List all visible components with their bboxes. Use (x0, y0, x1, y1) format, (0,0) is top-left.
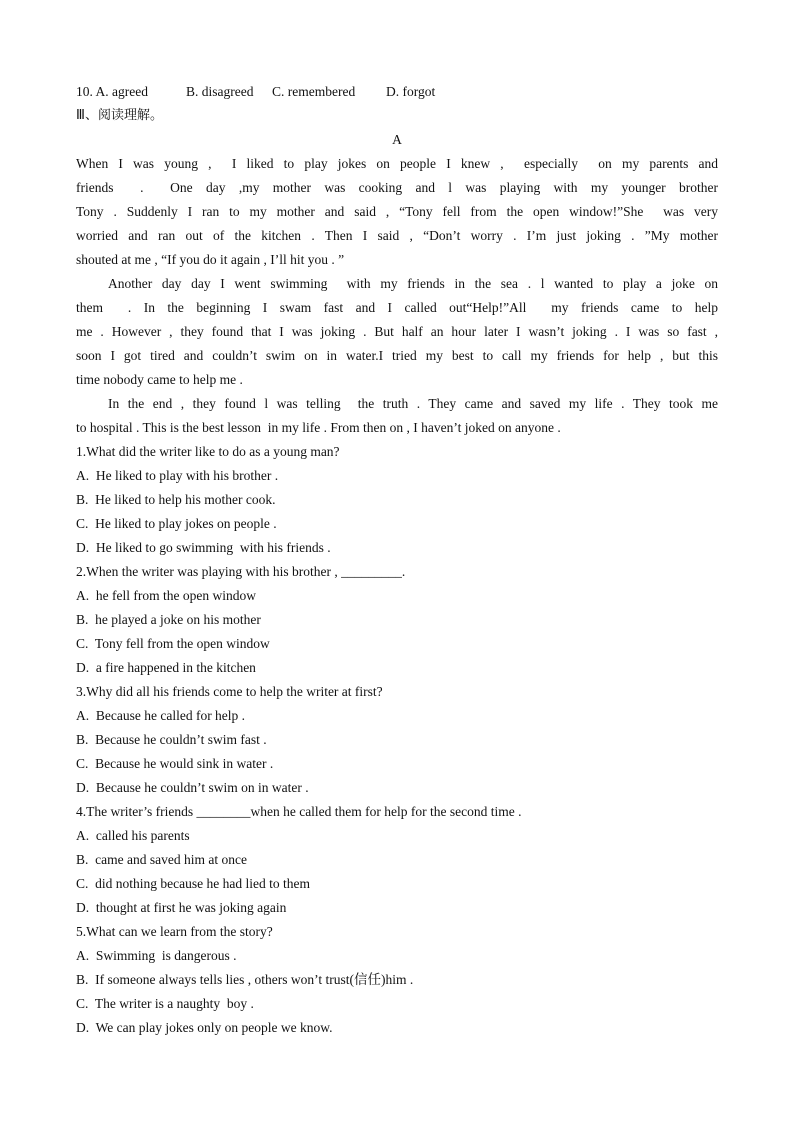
passage-line: me . However , they found that I was joking . But half an hour later I wasn’t joking . I was so fast , (76, 324, 718, 339)
q10-option-d: D. forgot (386, 84, 436, 99)
answer-option: A. called his parents (76, 828, 190, 843)
answer-option: B. came and saved him at once (76, 852, 247, 867)
question-10-options (76, 80, 718, 104)
question-stem: 3.Why did all his friends come to help the writer at first? (76, 684, 383, 699)
passage-paragraph-3 (76, 392, 718, 440)
answer-option: B. he played a joke on his mother (76, 612, 261, 627)
passage-line: to hospital . This is the best lesson in my life . From then on , I haven’t joked on anyone . (76, 420, 561, 435)
answer-option: C. He liked to play jokes on people . (76, 516, 277, 531)
passage-paragraph-1 (76, 152, 718, 272)
q10-option-c: C. remembered (272, 84, 356, 99)
answer-option: C. Because he would sink in water . (76, 756, 274, 771)
passage-heading: A (392, 132, 402, 147)
passage-line: In the end , they found l was telling the truth . They came and saved my life . They took me (108, 396, 718, 411)
question-4 (76, 800, 718, 920)
question-2 (76, 560, 718, 680)
q10-option-b: B. disagreed (186, 84, 254, 99)
answer-option: A. He liked to play with his brother . (76, 468, 279, 483)
passage-paragraph-2 (76, 272, 718, 392)
question-stem: 1.What did the writer like to do as a young man? (76, 444, 340, 459)
answer-option: D. thought at first he was joking again (76, 900, 287, 915)
answer-option: C. did nothing because he had lied to them (76, 876, 310, 891)
answer-option: B. If someone always tells lies , others won’t trust(信任)him . (76, 972, 414, 987)
answer-option: D. a fire happened in the kitchen (76, 660, 256, 675)
question-1 (76, 440, 718, 560)
question-stem: 5.What can we learn from the story? (76, 924, 273, 939)
answer-option: A. Because he called for help . (76, 708, 246, 723)
passage-line: soon I got tired and couldn’t swim on in water.I tried my best to call my friends for help , but this (76, 348, 718, 363)
question-3 (76, 680, 718, 800)
answer-option: D. Because he couldn’t swim on in water . (76, 780, 309, 795)
passage-line: worried and ran out of the kitchen . Then I said , “Don’t worry . I’m just joking . ”My mother (76, 228, 718, 243)
passage-line: Another day day I went swimming with my friends in the sea . l wanted to play a joke on (108, 276, 718, 291)
passage-line: When I was young , I liked to play jokes on people I knew , especially on my parents and (76, 156, 718, 171)
answer-option: A. he fell from the open window (76, 588, 256, 603)
passage-line: them . In the beginning I swam fast and I called out“Help!”All my friends came to help (76, 300, 718, 315)
answer-option: B. He liked to help his mother cook. (76, 492, 276, 507)
answer-option: C. Tony fell from the open window (76, 636, 270, 651)
passage-line: time nobody came to help me . (76, 372, 243, 387)
passage-line: friends . One day ,my mother was cooking and l was playing with my younger brother (76, 180, 718, 195)
section-title: Ⅲ、阅读理解。 (76, 108, 163, 123)
question-5 (76, 920, 718, 1040)
passage-line: Tony . Suddenly I ran to my mother and said , “Tony fell from the open window!”She was very (76, 204, 718, 219)
question-stem: 4.The writer’s friends ________when he called them for help for the second time . (76, 804, 522, 819)
answer-option: D. He liked to go swimming with his friends . (76, 540, 331, 555)
passage-line: shouted at me , “If you do it again , I’ll hit you . ” (76, 252, 345, 267)
question-stem: 2.When the writer was playing with his brother , _________. (76, 564, 406, 579)
answer-option: D. We can play jokes only on people we know. (76, 1020, 333, 1035)
answer-option: C. The writer is a naughty boy . (76, 996, 254, 1011)
answer-option: B. Because he couldn’t swim fast . (76, 732, 267, 747)
answer-option: A. Swimming is dangerous . (76, 948, 237, 963)
q10-option-a: 10. A. agreed (76, 84, 148, 99)
worksheet-page (76, 80, 718, 1040)
